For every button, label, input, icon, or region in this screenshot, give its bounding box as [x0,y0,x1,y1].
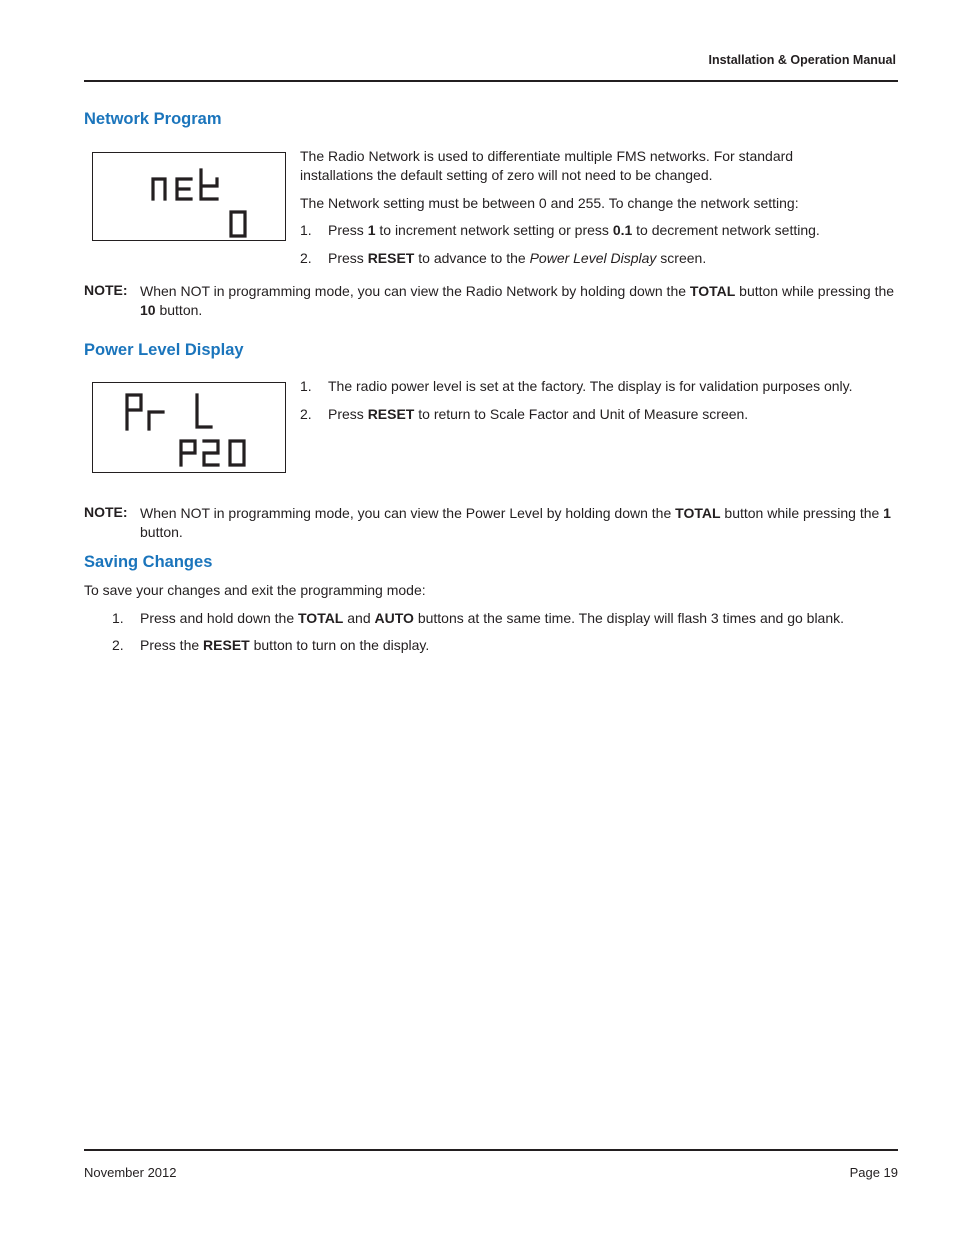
list-item-text: screen. [656,250,707,266]
lcd-segment-image [93,383,287,474]
screen-name: Power Level Display [529,250,657,266]
note-text-part: button. [140,524,183,540]
note-text-part: button while pressing the [735,283,895,299]
list-item [328,406,748,422]
key-label: 1 [883,505,891,521]
lcd-display-network [92,152,286,241]
list-item-text: buttons at the same time. The display will flash 3 times and go blank. [413,610,845,626]
note-text [140,282,898,320]
key-label: 1 [367,222,376,238]
note-label: NOTE: [84,504,128,520]
key-label: 0.1 [612,222,633,238]
list-item [140,610,844,626]
key-label: RESET [367,406,415,422]
note-text-part: When NOT in programming mode, you can view the Power Level by holding down the [140,505,676,521]
footer-rule [84,1149,898,1151]
note-text-part: button. [155,302,203,318]
saving-intro-text: To save your changes and exit the programming mode: [84,582,426,598]
note-text [140,504,898,542]
list-item-text: Press and hold down the [140,610,298,626]
list-number: 2. [300,406,312,422]
list-item [328,222,820,238]
note-label: NOTE: [84,282,128,298]
list-item-text: Press the [140,637,204,653]
section-heading-power-level: Power Level Display [84,341,244,359]
list-item-text: to increment network setting or press [375,222,613,238]
key-label: TOTAL [689,283,736,299]
list-number: 1. [300,222,312,238]
list-number: 1. [300,378,312,394]
header-rule [84,80,898,82]
key-label: RESET [203,637,250,653]
footer-date: November 2012 [84,1165,177,1180]
lcd-segment-image [93,153,287,242]
network-range-paragraph: The Network setting must be between 0 and 255. To change the network setting: [300,195,799,211]
list-item-text: to decrement network setting. [632,222,820,238]
list-item-text: to return to Scale Factor and Unit of Measure screen. [414,406,749,422]
list-item-text: button to turn on the display. [249,637,430,653]
list-item-text: and [343,610,375,626]
key-label: 10 [140,302,156,318]
footer-page-number: Page 19 [849,1165,898,1180]
key-label: RESET [367,250,415,266]
list-number: 2. [300,250,312,266]
list-item-text: Press [328,406,368,422]
list-item: The radio power level is set at the factory. The display is for validation purposes only. [328,378,853,394]
list-item-text: Press [328,250,368,266]
note-text-part: When NOT in programming mode, you can view the Radio Network by holding down the [140,283,690,299]
list-item [328,250,706,266]
key-label: TOTAL [675,505,721,521]
section-heading-network-program: Network Program [84,110,222,128]
key-label: AUTO [374,610,414,626]
note-text-part: button while pressing the [720,505,884,521]
key-label: TOTAL [298,610,344,626]
running-header-title: Installation & Operation Manual [708,53,896,67]
network-intro-paragraph: The Radio Network is used to differentiate multiple FMS networks. For standard installations the default setting of zero will not need to be changed. [300,148,794,183]
section-heading-saving-changes: Saving Changes [84,553,213,571]
list-item-text: to advance to the [414,250,530,266]
list-item-text: Press [328,222,368,238]
lcd-display-power-level [92,382,286,473]
list-number: 2. [112,637,124,653]
list-number: 1. [112,610,124,626]
list-item [140,637,429,653]
